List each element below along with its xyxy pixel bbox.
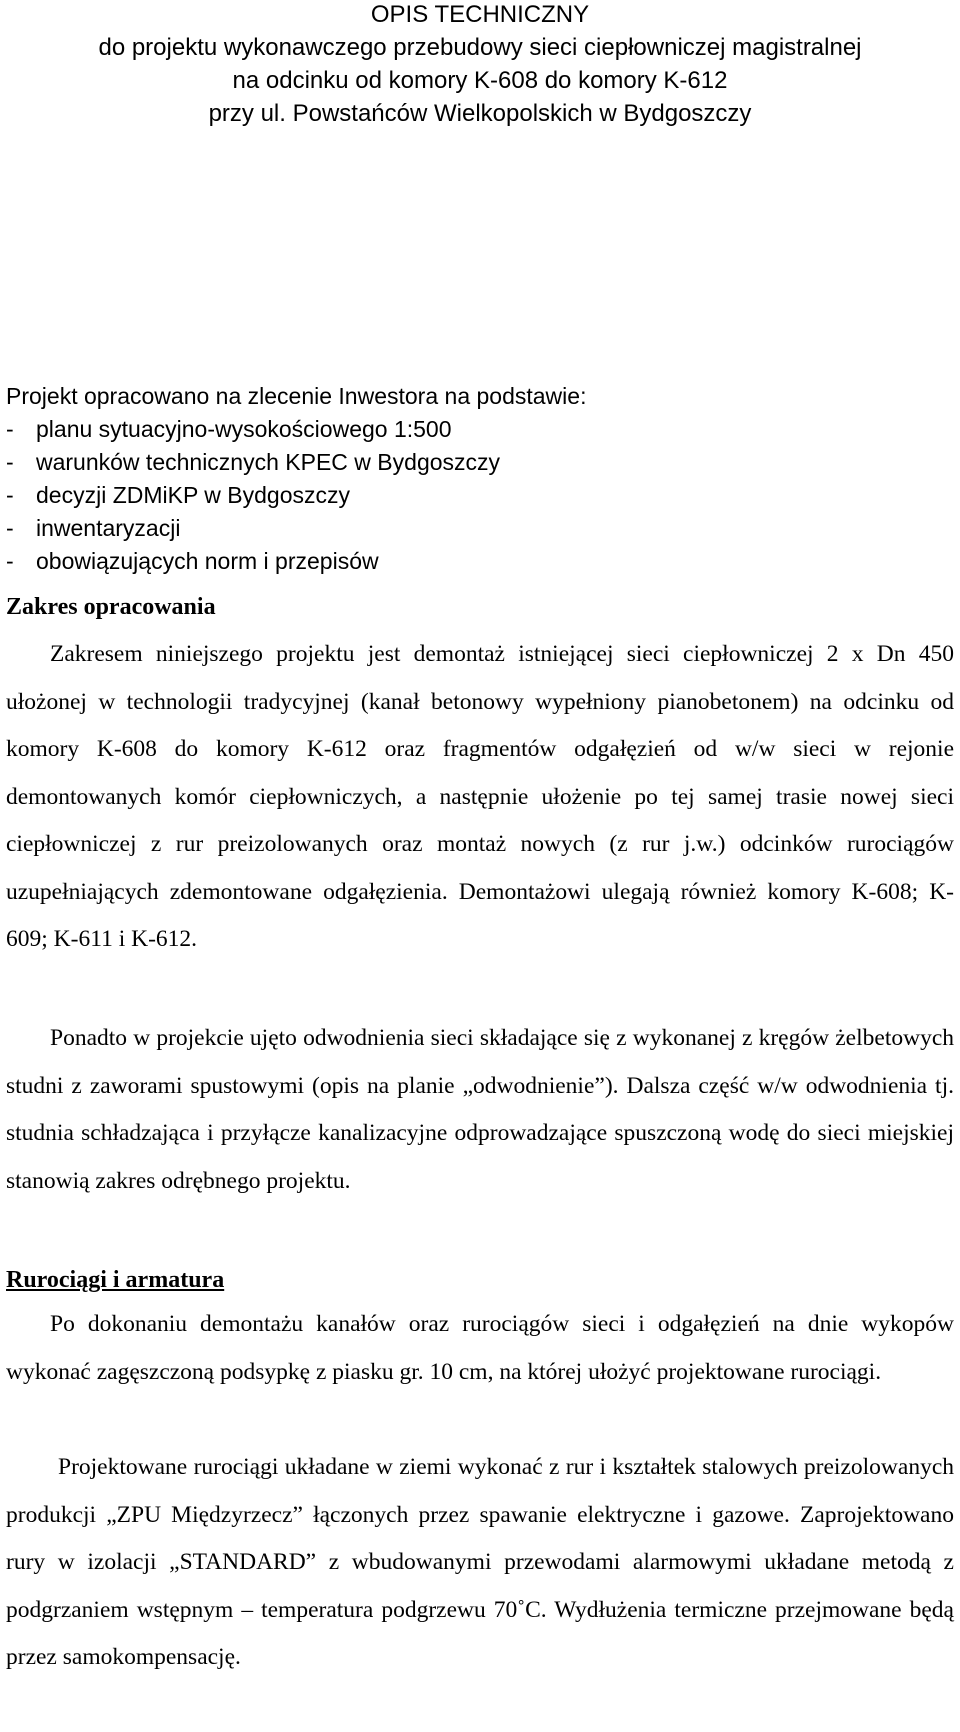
list-dash: - [6,515,14,541]
paragraph-zakres-1: Zakresem niniejszego projektu jest demontaż istniejącej sieci ciepłowniczej 2 x Dn 450 ułożonej w technologii tradycyjnej (kanał betonowy wypełniony pianobetonem) na odcinku od komory K-608 do komory K-612 oraz fragmentów odgałęzień od w/w sieci w rejonie demontowanych komór ciepłowniczych, a następnie ułożenie po tej samej trasie nowej sieci ciepłowniczej z rur preizolowanych oraz montaż nowych (z rur j.w.) odcinków rurociągów uzupełniających zdemontowane odgałęzienia. Demontażowi ulegają również komory K-608; K-609; K-611 i K-612. [6,641,954,952]
project-basis [6,380,586,578]
basis-item [6,446,586,479]
subtitle-line-2: na odcinku od komory K-608 do komory K-612 [232,67,728,94]
subtitle-line-1: do projektu wykonawczego przebudowy sieci ciepłowniczej magistralnej [98,34,862,61]
section-heading-rurociagi: Rurociągi i armatura [6,1267,225,1293]
paragraph-zakres-2: Ponadto w projekcie ujęto odwodnienia sieci składające się z wykonanej z kręgów żelbetowych studni z zaworami spustowymi (opis na planie „odwodnienie”). Dalsza część w/w odwodnienia tj. studnia schładzająca i przyłącze kanalizacyjne odprowadzające spuszczoną wodę do sieci miejskiej stanowią zakres odrębnego projektu. [6,1025,954,1194]
basis-item-text: warunków technicznych KPEC w Bydgoszczy [36,449,501,475]
list-dash: - [6,482,14,508]
basis-item-text: inwentaryzacji [36,515,181,541]
paragraph-rurociagi-2: Projektowane rurociągi układane w ziemi wykonać z rur i kształtek stalowych preizolowanych produkcji „ZPU Międzyrzecz” łączonych przez spawanie elektryczne i gazowe. Zaprojektowano rury w izolacji „STANDARD” z wbudowanymi przewodami alarmowymi układane metodą z podgrzaniem wstępnym – temperatura podgrzewu 70˚C. Wydłużenia termiczne przejmowane będą przez samokompensację. [6,1454,954,1670]
basis-item [6,545,586,578]
subtitle-line-3: przy ul. Powstańców Wielkopolskich w Bydgoszczy [208,100,752,127]
document-header [0,0,960,130]
section-heading-zakres: Zakres opracowania [6,594,216,620]
basis-item-text: planu sytuacyjno-wysokościowego 1:500 [36,416,452,442]
paragraph-rurociagi-1: Po dokonaniu demontażu kanałów oraz rurociągów sieci i odgałęzień na dnie wykopów wykonać zagęszczoną podsypkę z piasku gr. 10 cm, na której ułożyć projektowane rurociągi. [6,1311,954,1385]
basis-intro: Projekt opracowano na zlecenie Inwestora na podstawie: [6,383,587,409]
basis-item [6,413,586,446]
basis-item-text: obowiązujących norm i przepisów [36,548,379,574]
document-title: OPIS TECHNICZNY [370,1,590,28]
basis-item [6,479,586,512]
basis-item [6,512,586,545]
basis-item-text: decyzji ZDMiKP w Bydgoszczy [36,482,350,508]
list-dash: - [6,449,14,475]
list-dash: - [6,416,14,442]
list-dash: - [6,548,14,574]
